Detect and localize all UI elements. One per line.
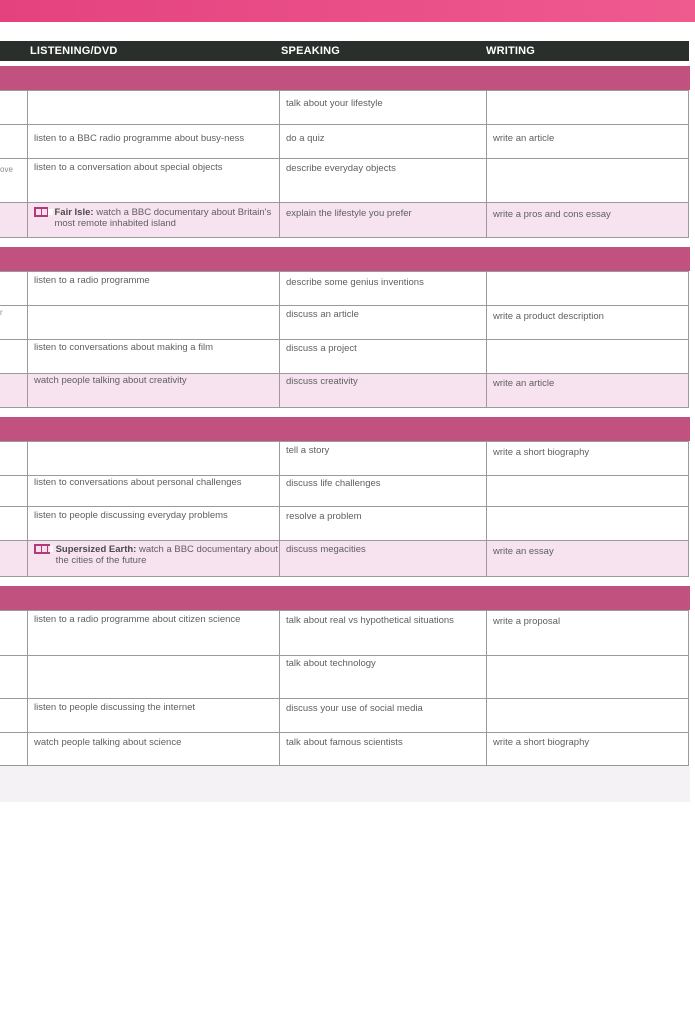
listening-cell: watch people talking about science — [27, 733, 279, 765]
listening-cell — [27, 91, 279, 124]
table-row — [0, 610, 689, 656]
listening-cell: listen to conversations about personal challenges — [27, 475, 279, 506]
speaking-cell: talk about your lifestyle — [279, 91, 486, 124]
table-row — [0, 90, 689, 125]
row-edge-text — [0, 655, 27, 698]
row-edge-text: ove — [0, 165, 13, 174]
speaking-cell: discuss life challenges — [279, 475, 486, 506]
listening-cell: listen to conversations about making a film — [27, 340, 279, 373]
table-row-video — [0, 374, 689, 408]
writing-cell: write a short biography — [486, 442, 689, 475]
listening-cell: listen to people discussing the internet — [27, 699, 279, 732]
column-header-row — [0, 41, 689, 61]
table-row — [0, 305, 689, 340]
page-footer-band — [0, 766, 690, 802]
speaking-cell: discuss megacities — [279, 541, 486, 576]
table-row — [0, 655, 689, 699]
unit-4-band — [0, 586, 690, 610]
table-row — [0, 507, 689, 541]
row-edge-text — [0, 541, 27, 576]
speaking-cell: explain the lifestyle you prefer — [279, 203, 486, 237]
writing-cell: write a short biography — [486, 733, 689, 765]
writing-cell: write a pros and cons essay — [486, 203, 689, 237]
unit-2-band — [0, 247, 690, 271]
writing-cell — [486, 272, 689, 305]
writing-cell: write a product description — [486, 305, 689, 339]
table-row — [0, 340, 689, 374]
top-pink-band — [0, 0, 695, 22]
header-speaking: SPEAKING — [281, 45, 341, 57]
table-row — [0, 441, 689, 476]
speaking-cell: discuss an article — [279, 305, 486, 339]
speaking-cell: tell a story — [279, 442, 486, 475]
speaking-cell: describe everyday objects — [279, 159, 486, 202]
row-edge-text — [0, 374, 27, 407]
listening-cell — [27, 442, 279, 475]
writing-cell — [486, 91, 689, 124]
listening-cell — [27, 203, 279, 237]
table-row-video — [0, 541, 689, 577]
speaking-cell: talk about real vs hypothetical situations — [279, 611, 486, 655]
video-description: watch a BBC documentary about Britain's most remote inhabited island — [54, 207, 272, 229]
row-edge-text — [0, 611, 27, 655]
row-edge-text: r — [0, 308, 3, 317]
unit-3-band — [0, 417, 690, 441]
video-title: Fair Isle: — [54, 207, 94, 218]
speaking-cell: discuss a project — [279, 340, 486, 373]
bbc-logo-icon — [34, 207, 48, 217]
speaking-cell: do a quiz — [279, 124, 486, 158]
table-row — [0, 271, 689, 306]
header-listening: LISTENING/DVD — [30, 45, 118, 57]
writing-cell — [486, 655, 689, 698]
listening-cell: listen to a radio programme about citizen science — [27, 611, 279, 655]
listening-cell: listen to a conversation about special objects — [27, 159, 279, 202]
table-row — [0, 699, 689, 733]
row-edge-text — [0, 91, 27, 124]
table-row-video — [0, 203, 689, 238]
row-edge-text — [0, 272, 27, 305]
writing-cell: write an essay — [486, 541, 689, 576]
writing-cell: write an article — [486, 124, 689, 158]
video-title: Supersized Earth: — [55, 544, 137, 555]
listening-cell: watch people talking about creativity — [27, 374, 279, 407]
writing-cell — [486, 340, 689, 373]
table-row — [0, 159, 689, 203]
row-edge-text — [0, 733, 27, 765]
listening-cell — [27, 305, 279, 339]
writing-cell — [486, 475, 689, 506]
speaking-cell: discuss creativity — [279, 374, 486, 407]
speaking-cell: describe some genius inventions — [279, 272, 486, 305]
table-row — [0, 124, 689, 159]
table-row — [0, 733, 689, 766]
row-edge-text — [0, 507, 27, 540]
row-edge-text — [0, 475, 27, 506]
video-description: watch a BBC documentary about the cities of the future — [55, 544, 278, 566]
speaking-cell: talk about famous scientists — [279, 733, 486, 765]
listening-cell: listen to people discussing everyday problems — [27, 507, 279, 540]
row-edge-text — [0, 124, 27, 158]
header-writing: WRITING — [486, 45, 536, 57]
row-edge-text — [0, 203, 27, 237]
unit-1-band — [0, 66, 690, 90]
listening-cell: listen to a BBC radio programme about busy-ness — [27, 124, 279, 158]
writing-cell: write a proposal — [486, 611, 689, 655]
listening-cell: listen to a radio programme — [27, 272, 279, 305]
writing-cell — [486, 159, 689, 202]
writing-cell — [486, 699, 689, 732]
speaking-cell: discuss your use of social media — [279, 699, 486, 732]
writing-cell — [486, 507, 689, 540]
row-edge-text — [0, 442, 27, 475]
row-edge-text — [0, 340, 27, 373]
table-row — [0, 475, 689, 507]
writing-cell: write an article — [486, 374, 689, 407]
speaking-cell: talk about technology — [279, 655, 486, 698]
listening-cell — [27, 655, 279, 698]
listening-cell — [27, 541, 279, 576]
bbc-logo-icon — [34, 544, 50, 554]
speaking-cell: resolve a problem — [279, 507, 486, 540]
row-edge-text — [0, 699, 27, 732]
